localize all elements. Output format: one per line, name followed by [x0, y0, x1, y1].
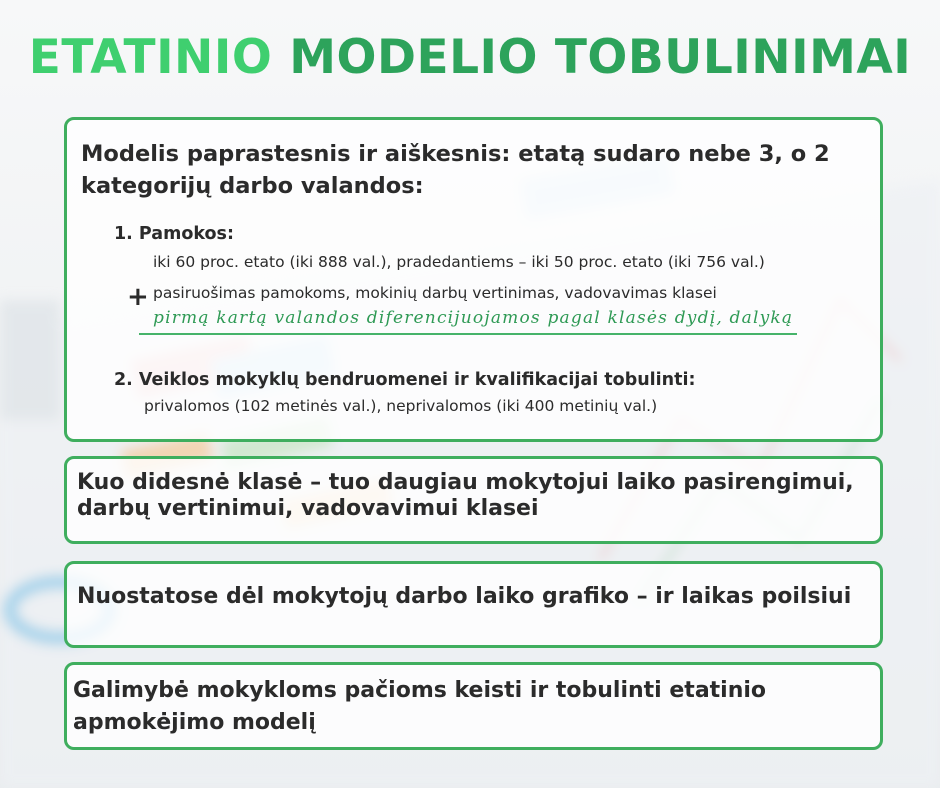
- school-option-text: Galimybė mokykloms pačioms keisti ir tobulinti etatinio apmokėjimo modelį: [73, 678, 767, 735]
- model-simplification-card: [64, 117, 883, 442]
- school-option-card: [64, 662, 883, 750]
- class-size-text: Kuo didesnė klasė – tuo daugiau mokytojui laiko pasirengimui, darbų vertinimui, vadovavimui klasei: [77, 470, 854, 521]
- title-part-dark: MODELIO TOBULINIMAI: [289, 30, 912, 85]
- class-size-card: [64, 456, 883, 544]
- activities-heading: 2. Veiklos mokyklų bendruomenei ir kvalifikacijai tobulinti:: [114, 370, 696, 390]
- lessons-extra-text: pasiruošimas pamokoms, mokinių darbų vertinimas, vadovavimas klasei: [153, 284, 717, 302]
- plus-icon: +: [127, 282, 149, 312]
- schedule-card: [64, 561, 883, 648]
- highlight-underline: [139, 333, 797, 335]
- schedule-text: Nuostatose dėl mokytojų darbo laiko grafiko – ir laikas poilsiui: [77, 584, 852, 609]
- highlight-note: pirmą kartą valandos diferencijuojamos pagal klasės dydį, dalyką: [153, 308, 794, 328]
- card-intro-text: Modelis paprastesnis ir aiškesnis: etatą sudaro nebe 3, o 2 kategorijų darbo valandos:: [81, 141, 830, 199]
- page-title: [0, 30, 940, 85]
- lessons-heading: 1. Pamokos:: [114, 224, 234, 244]
- lessons-share-text: iki 60 proc. etato (iki 888 val.), pradedantiems – iki 50 proc. etato (iki 756 val.): [153, 253, 765, 271]
- activities-text: privalomos (102 metinės val.), neprivalomos (iki 400 metinių val.): [144, 397, 658, 415]
- title-part-light: ETATINIO: [28, 30, 273, 85]
